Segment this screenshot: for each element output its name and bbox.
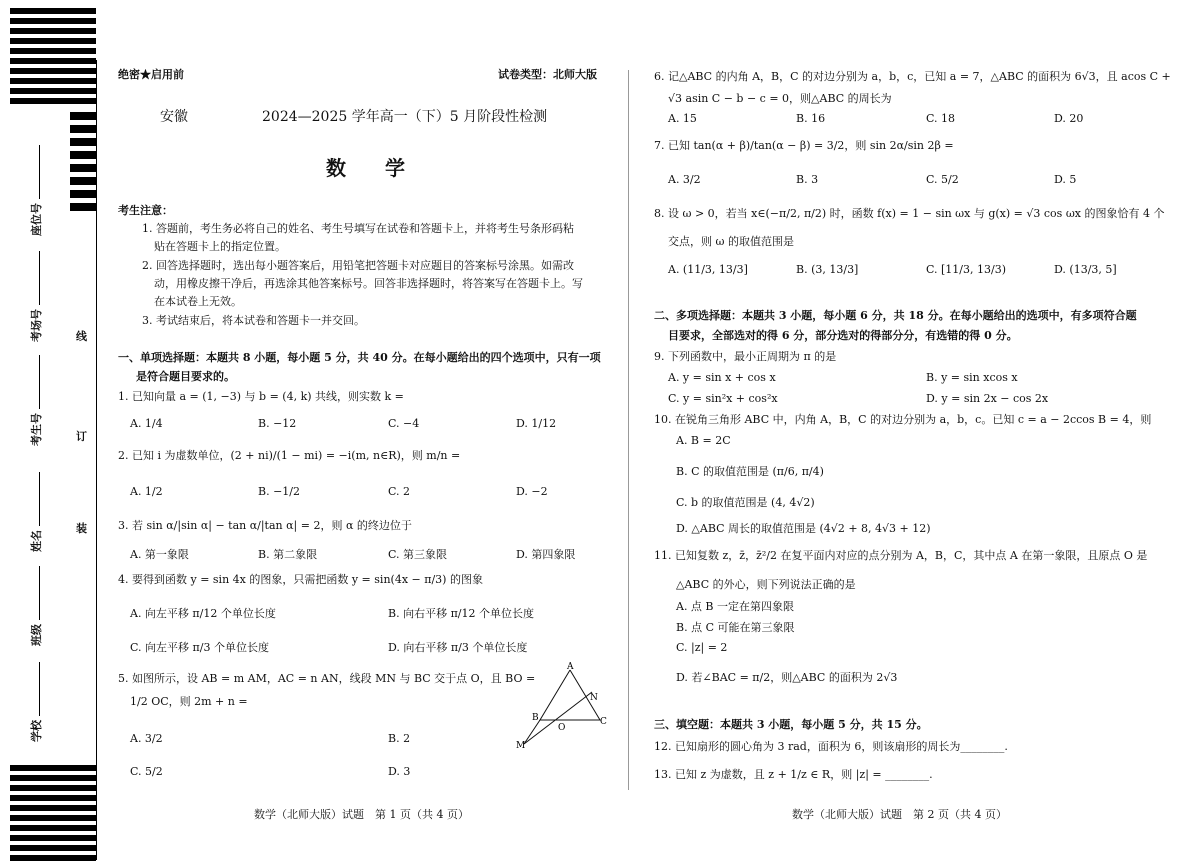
q3-option-b: B. 第二象限 — [258, 548, 318, 561]
section1-title: 一、单项选择题：本题共 8 小题，每小题 5 分，共 40 分。在每小题给出的四个选项中，只有一项 — [118, 351, 601, 364]
q8-stem-cont: 交点，则 ω 的取值范围是 — [668, 235, 794, 248]
cut-line-xian: 线 — [76, 330, 87, 343]
barcode-side — [70, 112, 96, 216]
q4-option-c: C. 向左平移 π/3 个单位长度 — [130, 641, 269, 654]
q11-option-b: B. 点 C 可能在第三象限 — [676, 621, 795, 634]
q6-option-d: D. 20 — [1054, 112, 1084, 125]
q5-option-b: B. 2 — [388, 732, 411, 745]
q8-option-b: B. (3, 13/3] — [796, 263, 859, 276]
q11-stem-cont: △ABC 的外心，则下列说法正确的是 — [676, 578, 856, 591]
q1-option-b: B. −12 — [258, 417, 297, 430]
title-region: 安徽 — [160, 109, 188, 125]
section3-title: 三、填空题：本题共 3 小题，每小题 5 分，共 15 分。 — [654, 718, 928, 731]
section2-title: 二、多项选择题：本题共 3 小题，每小题 6 分，共 18 分。在每小题给出的选项中，有多项符合题 — [654, 309, 1137, 322]
q6-option-c: C. 18 — [926, 112, 956, 125]
q2-option-c: C. 2 — [388, 485, 411, 498]
q5-stem-cont: 1/2 OC，则 2m + n = — [130, 695, 248, 708]
notes-line: 在本试卷上无效。 — [154, 295, 242, 308]
q8-option-c: C. [11/3, 13/3) — [926, 263, 1006, 276]
q9-option-b: B. y = sin xcos x — [926, 371, 1018, 384]
q10-option-c: C. b 的取值范围是 (4, 4√2) — [676, 496, 815, 509]
notes-title: 考生注意： — [118, 204, 173, 217]
q11-option-d: D. 若∠BAC = π/2，则△ABC 的面积为 2√3 — [676, 671, 898, 684]
q8-stem: 8. 设 ω > 0，若当 x∈(−π/2, π/2) 时，函数 f(x) = 1 − sin ωx 与 g(x) = √3 cos ωx 的图象恰有 4 个 — [654, 207, 1165, 220]
section2-title-cont: 目要求，全部选对的得 6 分，部分选对的得部分分，有选错的得 0 分。 — [668, 329, 1018, 342]
q2-option-a: A. 1/2 — [130, 485, 163, 498]
q7-stem: 7. 已知 tan(α + β)/tan(α − β) = 3/2，则 sin 2α/sin 2β = — [654, 139, 954, 152]
q9-option-c: C. y = sin²x + cos²x — [668, 392, 778, 405]
column-divider — [628, 70, 629, 790]
notes-line: 贴在答题卡上的指定位置。 — [154, 240, 286, 253]
q1-option-d: D. 1/12 — [516, 417, 557, 430]
q5-stem: 5. 如图所示，设 AB = m AM，AC = n AN，线段 MN 与 BC 交于点 O，且 BO = — [118, 672, 536, 685]
q4-option-b: B. 向右平移 π/12 个单位长度 — [388, 607, 535, 620]
q1-stem: 1. 已知向量 a = (1, −3) 与 b = (4, k) 共线，则实数 k = — [118, 390, 404, 403]
q10-option-d: D. △ABC 周长的取值范围是 (4√2 + 8, 4√3 + 12) — [676, 522, 931, 535]
footer-left: 数学（北师大版）试题 第 1 页（共 4 页） — [254, 808, 469, 821]
footer-right: 数学（北师大版）试题 第 2 页（共 4 页） — [792, 808, 1007, 821]
fig-label-a: A — [567, 662, 574, 672]
q3-stem: 3. 若 sin α/|sin α| − tan α/|tan α| = 2，则 α 的终边位于 — [118, 519, 412, 532]
exam-room-label: 考场号 — [28, 251, 44, 342]
notes-line: 动，用橡皮擦干净后，再选涂其他答案标号。回答非选择题时，将答案写在答题卡上。写 — [154, 277, 583, 290]
seat-number-label: 座位号 — [28, 145, 44, 236]
q6-option-a: A. 15 — [668, 112, 697, 125]
barcode-top — [10, 8, 96, 108]
q2-option-d: D. −2 — [516, 485, 548, 498]
q12-stem: 12. 已知扇形的圆心角为 3 rad，面积为 6，则该扇形的周长为________. — [654, 740, 1008, 753]
secret-label: 绝密★启用前 — [118, 68, 184, 81]
section1-title-cont: 是符合题目要求的。 — [136, 370, 235, 383]
barcode-bottom — [10, 765, 96, 865]
q7-option-b: B. 3 — [796, 173, 819, 186]
fig-label-b: B — [532, 713, 539, 723]
name-label: 姓名 — [28, 472, 44, 552]
exam-title: 2024—2025 学年高一（下）5 月阶段性检测 — [262, 109, 548, 125]
q5-figure — [512, 660, 612, 752]
notes-line: 2. 回答选择题时，选出每小题答案后，用铅笔把答题卡对应题目的答案标号涂黑。如需改 — [142, 259, 574, 272]
q10-option-a: A. B = 2C — [676, 434, 731, 447]
paper-type: 试卷类型：北师大版 — [498, 68, 597, 81]
q4-stem: 4. 要得到函数 y = sin 4x 的图象，只需把函数 y = sin(4x − π/3) 的图象 — [118, 573, 483, 586]
q5-option-d: D. 3 — [388, 765, 411, 778]
fig-label-n: N — [590, 693, 598, 703]
q3-option-d: D. 第四象限 — [516, 548, 576, 561]
q6-stem-cont: √3 asin C − b − c = 0，则△ABC 的周长为 — [668, 92, 892, 105]
q3-option-c: C. 第三象限 — [388, 548, 448, 561]
binding-line — [96, 60, 97, 860]
student-number-label: 考生号 — [28, 355, 44, 446]
q8-option-d: D. (13/3, 5] — [1054, 263, 1117, 276]
notes-line: 3. 考试结束后，将本试卷和答题卡一并交回。 — [142, 314, 365, 327]
q10-option-b: B. C 的取值范围是 (π/6, π/4) — [676, 465, 824, 478]
cut-line-zhuang: 装 — [76, 522, 87, 535]
notes-line: 1. 答题前，考生务必将自己的姓名、考生号填写在试卷和答题卡上，并将考生号条形码粘 — [142, 222, 574, 235]
q3-option-a: A. 第一象限 — [130, 548, 189, 561]
q7-option-d: D. 5 — [1054, 173, 1077, 186]
q9-option-d: D. y = sin 2x − cos 2x — [926, 392, 1049, 405]
q2-option-b: B. −1/2 — [258, 485, 300, 498]
q9-stem: 9. 下列函数中，最小正周期为 π 的是 — [654, 350, 837, 363]
q6-stem: 6. 记△ABC 的内角 A，B，C 的对边分别为 a，b，c，已知 a = 7，△ABC 的面积为 6√3，且 acos C + — [654, 70, 1171, 83]
q5-option-a: A. 3/2 — [130, 732, 163, 745]
q13-stem: 13. 已知 z 为虚数，且 z + 1/z ∈ R，则 |z| = ________. — [654, 768, 933, 781]
fig-label-c: C — [600, 717, 607, 727]
q9-option-a: A. y = sin x + cos x — [668, 371, 776, 384]
fig-label-o: O — [558, 723, 566, 733]
q7-option-a: A. 3/2 — [668, 173, 701, 186]
q11-option-c: C. |z| = 2 — [676, 641, 728, 654]
class-label: 班级 — [28, 566, 44, 646]
q8-option-a: A. (11/3, 13/3] — [668, 263, 748, 276]
q10-stem: 10. 在锐角三角形 ABC 中，内角 A，B，C 的对边分别为 a，b，c。已知 c = a − 2ccos B = 4，则 — [654, 413, 1152, 426]
q4-option-a: A. 向左平移 π/12 个单位长度 — [130, 607, 276, 620]
cut-line-ding: 订 — [76, 430, 87, 443]
fig-label-m: M — [516, 741, 526, 751]
q1-option-c: C. −4 — [388, 417, 420, 430]
q7-option-c: C. 5/2 — [926, 173, 959, 186]
subject-title: 数 学 — [326, 156, 421, 180]
q1-option-a: A. 1/4 — [130, 417, 163, 430]
school-label: 学校 — [28, 662, 44, 742]
q5-option-c: C. 5/2 — [130, 765, 163, 778]
q11-stem: 11. 已知复数 z，z̄，z̄²/2 在复平面内对应的点分别为 A，B，C，其中点 A 在第一象限，且原点 O 是 — [654, 549, 1148, 562]
q11-option-a: A. 点 B 一定在第四象限 — [676, 600, 795, 613]
q6-option-b: B. 16 — [796, 112, 826, 125]
q2-stem: 2. 已知 i 为虚数单位，(2 + ni)/(1 − mi) = −i(m, n∈R)，则 m/n = — [118, 449, 461, 462]
q4-option-d: D. 向右平移 π/3 个单位长度 — [388, 641, 528, 654]
